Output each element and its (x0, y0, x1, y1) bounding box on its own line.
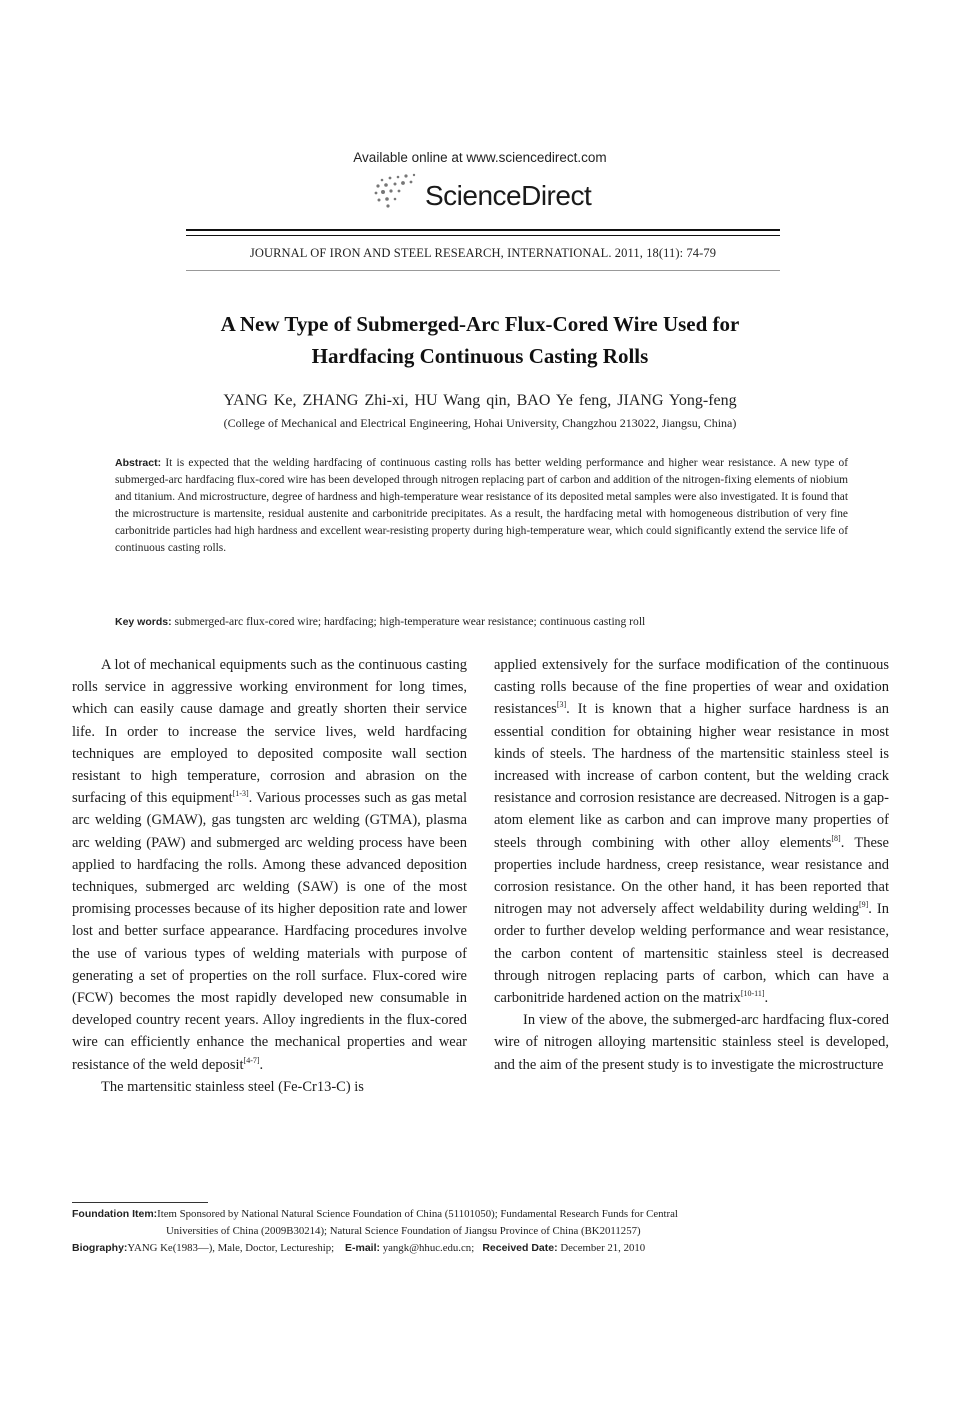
foundation-text: Item Sponsored by National Natural Science Foundation of China (51101050); Fundamental Research Funds for Central (157, 1208, 678, 1220)
body-paragraph (72, 654, 467, 1076)
sciencedirect-brand: ScienceDirect (425, 180, 592, 211)
received-date-text: December 21, 2010 (560, 1242, 646, 1255)
body-column-right (494, 654, 889, 1076)
paper-title-line-1: A New Type of Submerged-Arc Flux-Cored Wire Used for (220, 312, 740, 336)
footnotes (72, 1206, 872, 1258)
journal-underline-rule (186, 270, 780, 271)
paper-title (100, 308, 860, 372)
body-paragraph (494, 654, 889, 1009)
email-label: E-mail: (344, 1242, 380, 1255)
citation-ref: [1-3] (232, 789, 249, 799)
biography (72, 1240, 872, 1257)
keywords-text: submerged-arc flux-cored wire; hardfacing; high-temperature wear resistance; continuous casting roll (174, 615, 646, 628)
biography-label: Biography: (72, 1242, 128, 1255)
body-text: . Various processes such as gas metal arc welding (GMAW), gas tungsten arc welding (GTMA), plasma arc welding (PAW) and submerged arc welding process have been applied to hardfacing the rolls. Among these advanced deposition techniques, submerged arc welding (SAW) is one of the most promising processes because of its higher deposition rate and lower lost and better surface appearance. Hardfacing procedures involve the use of various types of welding materials with purpose of generating a set of properties on the roll surface. Flux-cored wire (FCW) becomes the most rapidly developed new consumable in developed country recent years. Alloy ingredients in the flux-cored wire can efficiently enhance the mechanical properties and wear resistance of the weld deposit (72, 790, 468, 1073)
email-text: yangk@hhuc.edu.cn; (382, 1242, 475, 1255)
foundation-label: Foundation Item: (72, 1208, 158, 1220)
body-text: applied extensively for the surface modification of the continuous casting rolls because of the fine properties of wear and oxidation resistances (494, 657, 889, 718)
abstract-label: Abstract: (115, 457, 162, 469)
abstract-text: It is expected that the welding hardfacing of continuous casting rolls has better welding performance and higher wear resistance. A new type of submerged-arc hardfacing flux-cored wire has been developed through nitrogen replacing part of carbon and addition of the nitrogen-fixing elements of niobium and titanium. And microstructure, degree of hardness and high-temperature wear resistance of its deposited metal samples were also investigated. It is found that the microstructure is martensite, residual austenite and carbonitride precipitates. As a result, the hardfacing metal with homogeneous distribution of very fine carbonitride particles had high hardness and excellent wear-resisting property during high-temperature wear, which could significantly extend the service life of continuous casting rolls. (115, 457, 848, 555)
citation-ref: [9] (858, 900, 869, 910)
paper-title-line-2: Hardfacing Continuous Casting Rolls (311, 344, 649, 368)
body-text: . (764, 990, 769, 1007)
body-text: . These properties include hardness, creep resistance, wear resistance and corrosion resistance. On the other hand, it has been reported that nitrogen may not adversely affect weldability during welding (494, 834, 889, 918)
keywords (115, 615, 848, 628)
foundation-item-cont: Universities of China (2009B30214); Natural Science Foundation of Jiangsu Province of China (BK2011257) (166, 1225, 641, 1238)
footnote-rule (72, 1202, 208, 1203)
affiliation: (College of Mechanical and Electrical Engineering, Hohai University, Changzhou 213022, Jiangsu, China) (223, 416, 737, 430)
body-column-left (72, 654, 467, 1098)
biography-text: YANG Ke(1983—), Male, Doctor, Lectureship; (127, 1242, 335, 1255)
citation-ref: [3] (556, 700, 567, 710)
received-date-label: Received Date: (482, 1242, 558, 1255)
body-paragraph: In view of the above, the submerged-arc hardfacing flux-cored wire of nitrogen alloying martensitic stainless steel is developed, and the aim of the present study is to investigate the microstructure (494, 1012, 889, 1073)
abstract (115, 455, 848, 558)
foundation-item (72, 1206, 872, 1223)
available-online-text: Available online at www.sciencedirect.com (353, 150, 607, 165)
authors-list: YANG Ke, ZHANG Zhi-xi, HU Wang qin, BAO Ye feng, JIANG Yong-feng (223, 392, 737, 409)
body-text: . In order to further develop welding performance and wear resistance, the carbon content of martensitic stainless steel is decreased through nitrogen replacing parts of carbon, which can have a carbonitride hardened action on the matrix (494, 901, 889, 1007)
body-text: . It is known that a higher surface hardness is an essential condition for obtaining higher wear resistance in most kinds of steels. The hardness of the martensitic stainless steel is increased with increase of carbon content, but the welding crack resistance and corrosion resistance are decreased. Nitrogen is a gap-atom element like as carbon and can improve many properties of steels through combining with other alloy elements (494, 701, 889, 851)
citation-ref: [10-11] (740, 989, 765, 999)
header-rule-thin (186, 235, 780, 236)
citation-ref: [4-7] (243, 1055, 260, 1065)
journal-citation: JOURNAL OF IRON AND STEEL RESEARCH, INTERNATIONAL. 2011, 18(11): 74-79 (249, 246, 717, 260)
body-text: A lot of mechanical equipments such as the continuous casting rolls service in aggressive working environment for long times, which can easily cause damage and greatly shorten their service life. In order to increase the service lives, weld hardfacing techniques are employed to deposited composite wall section resistant to high temperature, corrosion and abrasion on the surfacing of this equipment (72, 657, 467, 807)
citation-ref: [8] (831, 833, 841, 843)
keywords-label: Key words: (115, 616, 172, 628)
body-paragraph: The martensitic stainless steel (Fe-Cr13-C) is (101, 1078, 364, 1095)
header-rule-thick (186, 229, 780, 231)
body-text: . (259, 1056, 264, 1073)
sciencedirect-logo-icon (368, 172, 428, 212)
